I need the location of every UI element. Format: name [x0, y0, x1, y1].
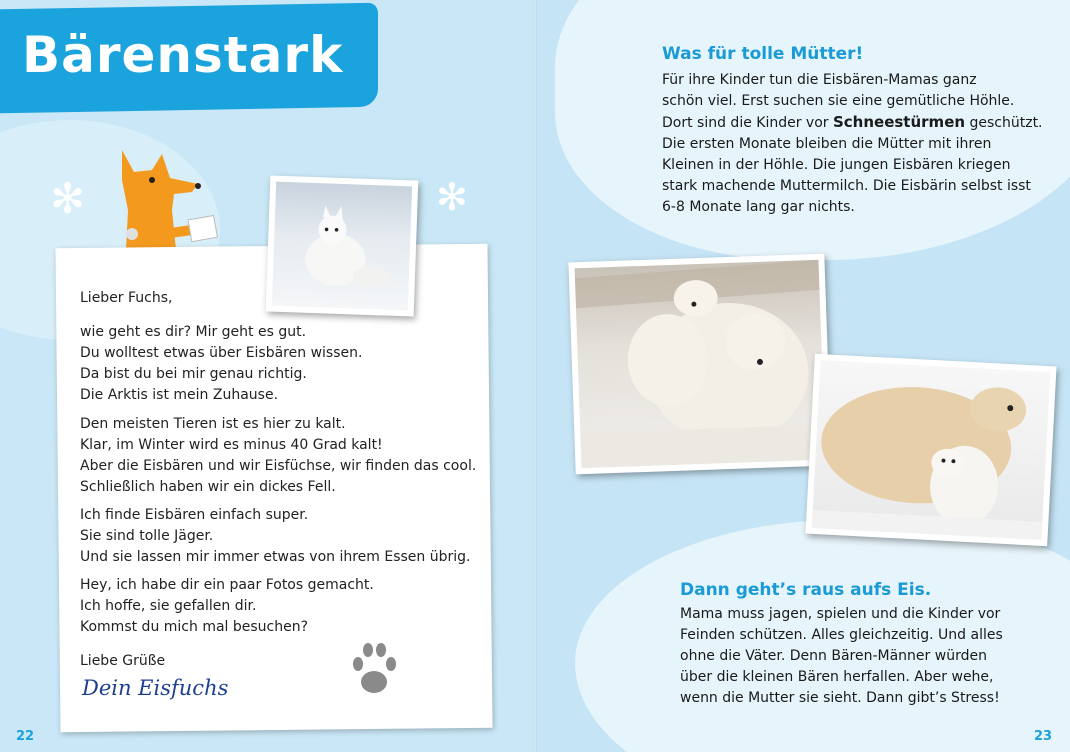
letter-paragraph-3	[80, 505, 471, 568]
letter-line: Kommst du mich mal besuchen?	[80, 619, 309, 635]
text-line: Feinden schützen. Alles gleichzeitig. Und alles	[680, 627, 1003, 643]
letter-line: Aber die Eisbären und wir Eisfüchse, wir finden das cool.	[80, 458, 477, 474]
polar-bear-family-photo	[568, 254, 831, 475]
letter-line: Und sie lassen mir immer etwas von ihrem Essen übrig.	[80, 549, 471, 565]
letter-line: Schließlich haben wir ein dickes Fell.	[80, 479, 336, 495]
letter-line: Die Arktis ist mein Zuhause.	[80, 387, 279, 403]
letter-closing: Liebe Grüße	[80, 653, 166, 669]
snowflake-icon: ✻	[436, 175, 468, 219]
text-line: ohne die Väter. Denn Bären-Männer würden	[680, 648, 987, 664]
page-number-left: 22	[16, 729, 35, 744]
letter-line: Klar, im Winter wird es minus 40 Grad kalt!	[80, 437, 383, 453]
text-line: stark machende Muttermilch. Die Eisbärin selbst isst	[662, 178, 1031, 194]
arctic-fox-photo	[266, 175, 419, 316]
letter-line: Da bist du bei mir genau richtig.	[80, 366, 307, 382]
letter-line: Hey, ich habe dir ein paar Fotos gemacht.	[80, 577, 374, 593]
page-title: Bärenstark	[22, 26, 344, 84]
text-fragment: Dort sind die Kinder vor	[662, 115, 833, 131]
letter-line: Sie sind tolle Jäger.	[80, 528, 214, 544]
text-line: über die kleinen Bären herfallen. Aber wehe,	[680, 669, 994, 685]
section-heading-ice: Dann geht’s raus aufs Eis.	[680, 580, 932, 600]
letter-line: Den meisten Tieren ist es hier zu kalt.	[80, 416, 346, 432]
section-text-mothers	[662, 70, 1043, 218]
snowflake-icon: ✻	[50, 174, 86, 223]
letter-line: Ich hoffe, sie gefallen dir.	[80, 598, 257, 614]
letter-signature: Dein Eisfuchs	[82, 676, 229, 700]
text-line: Die ersten Monate bleiben die Mütter mit ihren	[662, 136, 992, 152]
letter-paragraph-2	[80, 414, 476, 498]
letter-salutation: Lieber Fuchs,	[80, 290, 173, 306]
letter-line: wie geht es dir? Mir geht es gut.	[80, 324, 307, 340]
text-line: schön viel. Erst suchen sie eine gemütliche Höhle.	[662, 93, 1015, 109]
polar-bear-cubs-photo	[805, 354, 1056, 546]
letter-paragraph-1	[80, 322, 362, 406]
text-line: Kleinen in der Höhle. Die jungen Eisbären kriegen	[662, 157, 1011, 173]
letter-line: Du wolltest etwas über Eisbären wissen.	[80, 345, 363, 361]
section-text-ice	[680, 604, 1003, 709]
letter-line: Ich finde Eisbären einfach super.	[80, 507, 309, 523]
section-heading-mothers: Was für tolle Mütter!	[662, 44, 864, 64]
text-line: wenn die Mutter sie sieht. Dann gibt’s Stress!	[680, 690, 1000, 706]
text-line: Mama muss jagen, spielen und die Kinder vor	[680, 606, 1001, 622]
text-fragment: geschützt.	[965, 115, 1043, 131]
page-number-right: 23	[1034, 729, 1053, 744]
text-line: Für ihre Kinder tun die Eisbären-Mamas ganz	[662, 72, 977, 88]
text-line	[662, 112, 1043, 134]
letter-paragraph-4	[80, 575, 374, 638]
fox-illustration	[112, 150, 232, 260]
page-gutter	[533, 0, 537, 752]
bold-term: Schneestürmen	[832, 113, 966, 131]
paw-print-icon	[350, 638, 398, 700]
text-line: 6-8 Monate lang gar nichts.	[662, 199, 855, 215]
